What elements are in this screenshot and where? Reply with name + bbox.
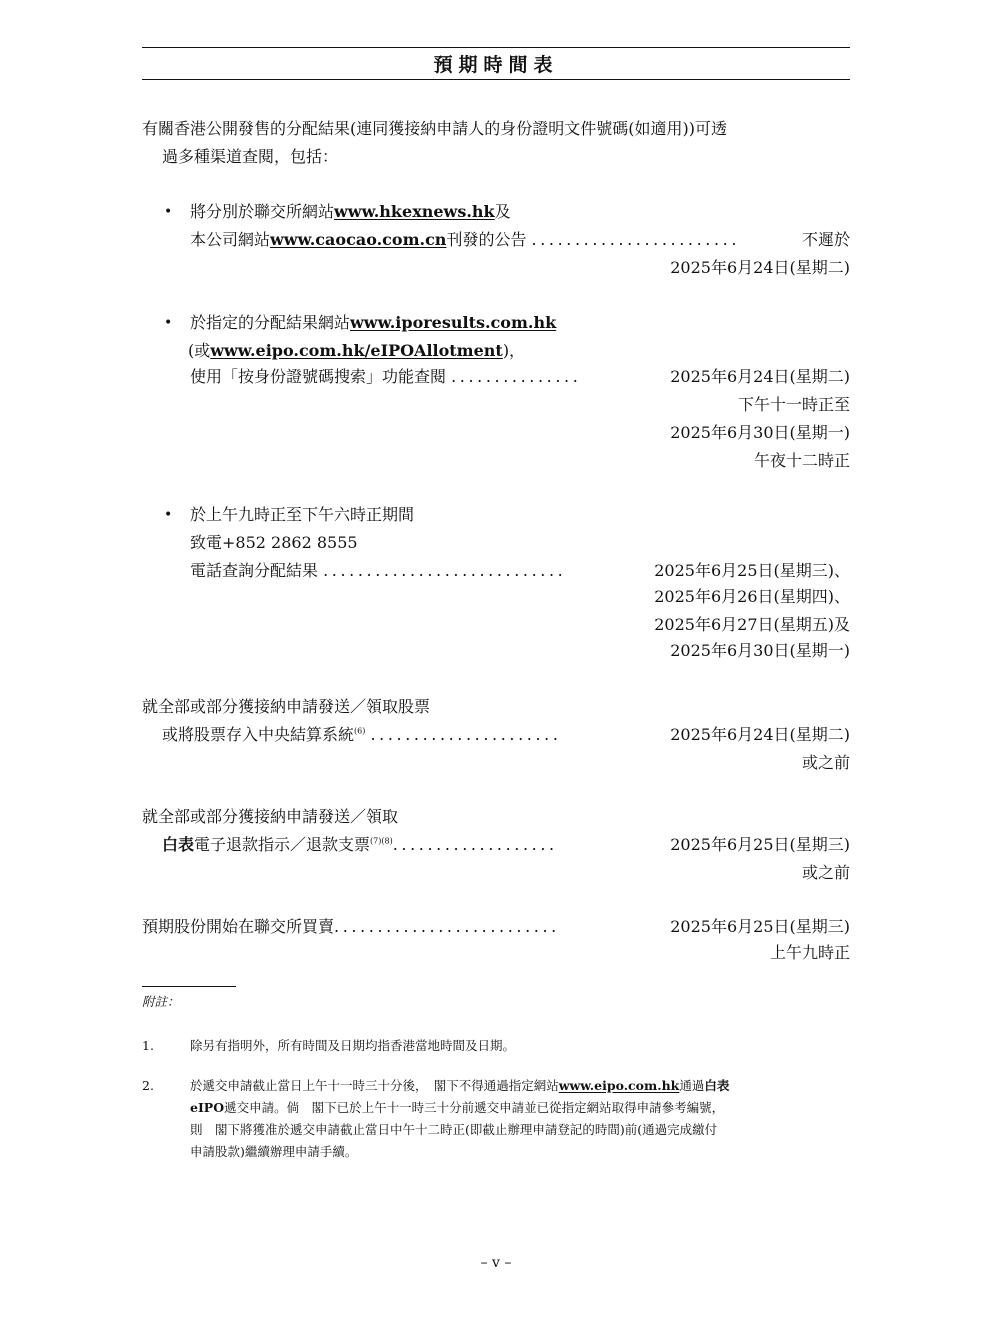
eipo-allotment-link[interactable]: www.eipo.com.hk/eIPOAllotment [210, 341, 503, 360]
share-cert-line-2: 或將股票存入中央結算系統$^{(6)}$ ...................... [162, 725, 562, 744]
dealing-time-1: 2025年6月25日(星期三) [670, 917, 850, 936]
item2-time-4: 午夜十二時正 [753, 451, 850, 470]
note-1-text: 除另有指明外，所有時間及日期均指香港當地時間及日期。 [190, 1038, 516, 1053]
item2-line-2: (或www.eipo.com.hk/eIPOAllotment)， [188, 341, 526, 360]
note-2-line-2: eIPO遞交申請。倘 閣下已於上午十一時三十分前遞交申請並已從指定網站取得申請參考編號， [190, 1100, 725, 1115]
footnote-rule [142, 986, 236, 987]
item1-line-1: 將分別於聯交所網站www.hkexnews.hk及 [190, 202, 511, 221]
page-number: – v – [480, 1255, 512, 1271]
share-cert-line-1: 就全部或部分獲接納申請發送／領取股票 [142, 697, 431, 716]
iporesults-link[interactable]: www.iporesults.com.hk [350, 313, 557, 332]
note-1-number: 1. [142, 1038, 154, 1053]
refund-line-1: 就全部或部分獲接納申請發送／領取 [142, 807, 399, 826]
header-bottom-rule [142, 79, 850, 80]
item3-time-3: 2025年6月27日(星期五)及 [654, 615, 850, 634]
header-top-rule [142, 47, 850, 48]
refund-time-1: 2025年6月25日(星期三) [670, 835, 850, 854]
item1-time-1: 不遲於 [801, 230, 850, 249]
item2-line-1: 於指定的分配結果網站www.iporesults.com.hk [190, 313, 557, 332]
note-2-number: 2. [142, 1078, 154, 1093]
hkexnews-link[interactable]: www.hkexnews.hk [334, 202, 495, 221]
item2-line-3: 使用「按身份證號碼搜索」功能查閱 ............... [190, 367, 582, 386]
refund-line-2: 白表電子退款指示／退款支票$^{(7)(8)}$................... [162, 835, 558, 854]
item3-time-1: 2025年6月25日(星期三)、 [654, 561, 850, 580]
bullet-icon: • [164, 204, 173, 220]
bullet-icon: • [164, 507, 173, 523]
intro-line-1: 有關香港公開發售的分配結果(連同獲接納申請人的身份證明文件號碼(如適用))可透 [142, 119, 727, 138]
item1-line-2: 本公司網站www.caocao.com.cn刊發的公告 ........................ [190, 230, 741, 249]
item2-time-2: 下午十一時正至 [737, 395, 850, 414]
note-2-line-3: 則 閣下將獲准於遞交申請截止當日中午十二時正(即截止辦理申請登記的時間)前(通過完成繳付 [190, 1122, 718, 1137]
refund-time-2: 或之前 [801, 863, 850, 882]
item3-time-4: 2025年6月30日(星期一) [670, 641, 850, 660]
item2-time-3: 2025年6月30日(星期一) [670, 423, 850, 442]
caocao-link[interactable]: www.caocao.com.cn [270, 230, 447, 249]
item2-time-1: 2025年6月24日(星期二) [670, 367, 850, 386]
intro-line-2: 過多種渠道查閱，包括： [162, 147, 339, 166]
item3-time-2: 2025年6月26日(星期四)、 [654, 587, 850, 606]
note-2-line-1: 於遞交申請截止當日上午十一時三十分後， 閣下不得通過指定網站www.eipo.com.hk通過白表 [190, 1078, 730, 1093]
item3-line-2: 致電+852 2862 8555 [190, 533, 358, 552]
dealing-time-2: 上午九時正 [769, 943, 850, 962]
notes-heading: 附註： [142, 994, 180, 1009]
item1-time-2: 2025年6月24日(星期二) [670, 258, 850, 277]
dealing-line-1: 預期股份開始在聯交所買賣.......................... [142, 917, 560, 936]
eipo-link[interactable]: www.eipo.com.hk [558, 1078, 680, 1093]
item3-line-1: 於上午九時正至下午六時正期間 [190, 505, 415, 524]
item3-line-3: 電話查詢分配結果 ............................ [190, 561, 567, 580]
bullet-icon: • [164, 315, 173, 331]
share-cert-time-2: 或之前 [801, 753, 850, 772]
note-2-line-4: 申請股款)繼續辦理申請手續。 [190, 1144, 358, 1159]
page-title: 預期時間表 [433, 54, 559, 76]
share-cert-time-1: 2025年6月24日(星期二) [670, 725, 850, 744]
